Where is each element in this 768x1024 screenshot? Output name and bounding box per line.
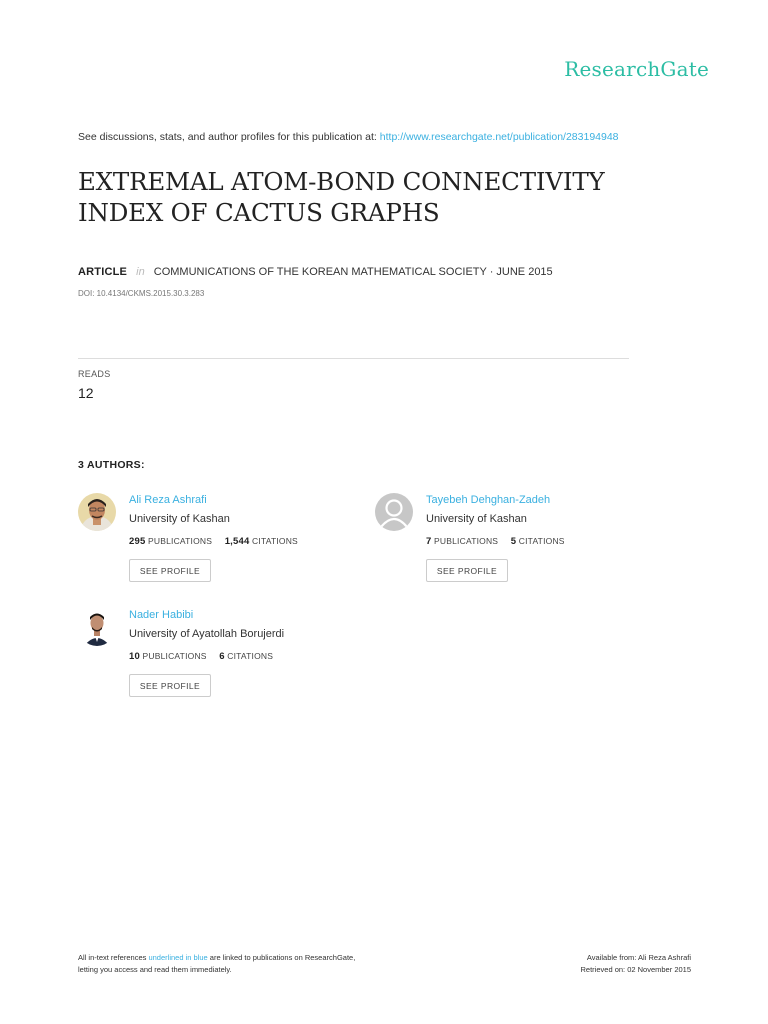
publications-label: PUBLICATIONS — [148, 536, 213, 546]
citations-count: 6 — [219, 651, 225, 662]
footer-line-1 — [78, 952, 355, 964]
author-stats — [129, 536, 298, 547]
footer-line-2: letting you access and read them immediately. — [78, 965, 232, 974]
author-avatar[interactable] — [375, 493, 413, 531]
default-avatar-icon — [375, 493, 413, 531]
publications-label: PUBLICATIONS — [434, 536, 499, 546]
publications-count: 295 — [129, 536, 146, 547]
retrieved-on: Retrieved on: 02 November 2015 — [580, 965, 691, 974]
author-institution: University of Kashan — [129, 513, 230, 525]
title-line-2: INDEX OF CACTUS GRAPHS — [78, 198, 440, 227]
publication-meta — [78, 266, 553, 278]
discussion-prefix: See discussions, stats, and author profiles for this publication at: — [78, 131, 377, 143]
author-avatar[interactable] — [78, 493, 116, 531]
author-institution: University of Kashan — [426, 513, 527, 525]
publication-url-link[interactable]: http://www.researchgate.net/publication/283194948 — [379, 131, 619, 143]
publication-doi: DOI: 10.4134/CKMS.2015.30.3.283 — [78, 289, 205, 298]
available-from: Available from: Ali Reza Ashrafi — [586, 953, 691, 962]
footer-text: All in-text references — [78, 953, 147, 962]
author-name-link[interactable]: Tayebeh Dehghan-Zadeh — [426, 494, 551, 506]
footer-availability — [581, 952, 691, 976]
in-label: in — [136, 266, 145, 278]
author-name-link[interactable]: Nader Habibi — [129, 609, 194, 621]
see-profile-button[interactable]: SEE PROFILE — [129, 674, 211, 697]
citations-count: 1,544 — [224, 536, 250, 547]
author-card — [375, 493, 665, 593]
researchgate-logo[interactable]: ResearchGate — [564, 57, 709, 81]
citations-label: CITATIONS — [518, 536, 565, 546]
author-stats — [426, 536, 565, 547]
author-institution: University of Ayatollah Borujerdi — [129, 628, 285, 640]
author-card — [78, 608, 368, 708]
author-photo-icon — [78, 608, 116, 646]
footer-references-note — [78, 952, 355, 976]
divider — [78, 358, 629, 359]
reads-value: 12 — [78, 385, 94, 401]
author-avatar[interactable] — [78, 608, 116, 646]
citations-label: CITATIONS — [252, 536, 298, 546]
author-name-link[interactable]: Ali Reza Ashrafi — [129, 494, 207, 506]
title-line-1: EXTREMAL ATOM-BOND CONNECTIVITY — [78, 167, 605, 196]
underlined-in-blue-text: underlined in blue — [148, 953, 208, 962]
discussion-line — [78, 131, 619, 143]
author-card — [78, 493, 368, 593]
publication-type: ARTICLE — [78, 266, 128, 278]
author-stats — [129, 651, 273, 662]
authors-heading: 3 AUTHORS: — [78, 459, 145, 471]
citations-label: CITATIONS — [227, 651, 274, 661]
reads-label: READS — [78, 369, 111, 379]
citations-count: 5 — [510, 536, 517, 547]
see-profile-button[interactable]: SEE PROFILE — [426, 559, 508, 582]
author-photo-icon — [78, 493, 116, 531]
publications-count: 10 — [129, 651, 140, 662]
publications-label: PUBLICATIONS — [142, 651, 207, 661]
see-profile-button[interactable]: SEE PROFILE — [129, 559, 211, 582]
publication-venue: COMMUNICATIONS OF THE KOREAN MATHEMATICAL SOCIETY · JUNE 2015 — [153, 266, 553, 278]
publication-title — [78, 166, 678, 228]
publications-count: 7 — [426, 536, 432, 547]
footer-text: are linked to publications on ResearchGate, — [209, 953, 356, 962]
